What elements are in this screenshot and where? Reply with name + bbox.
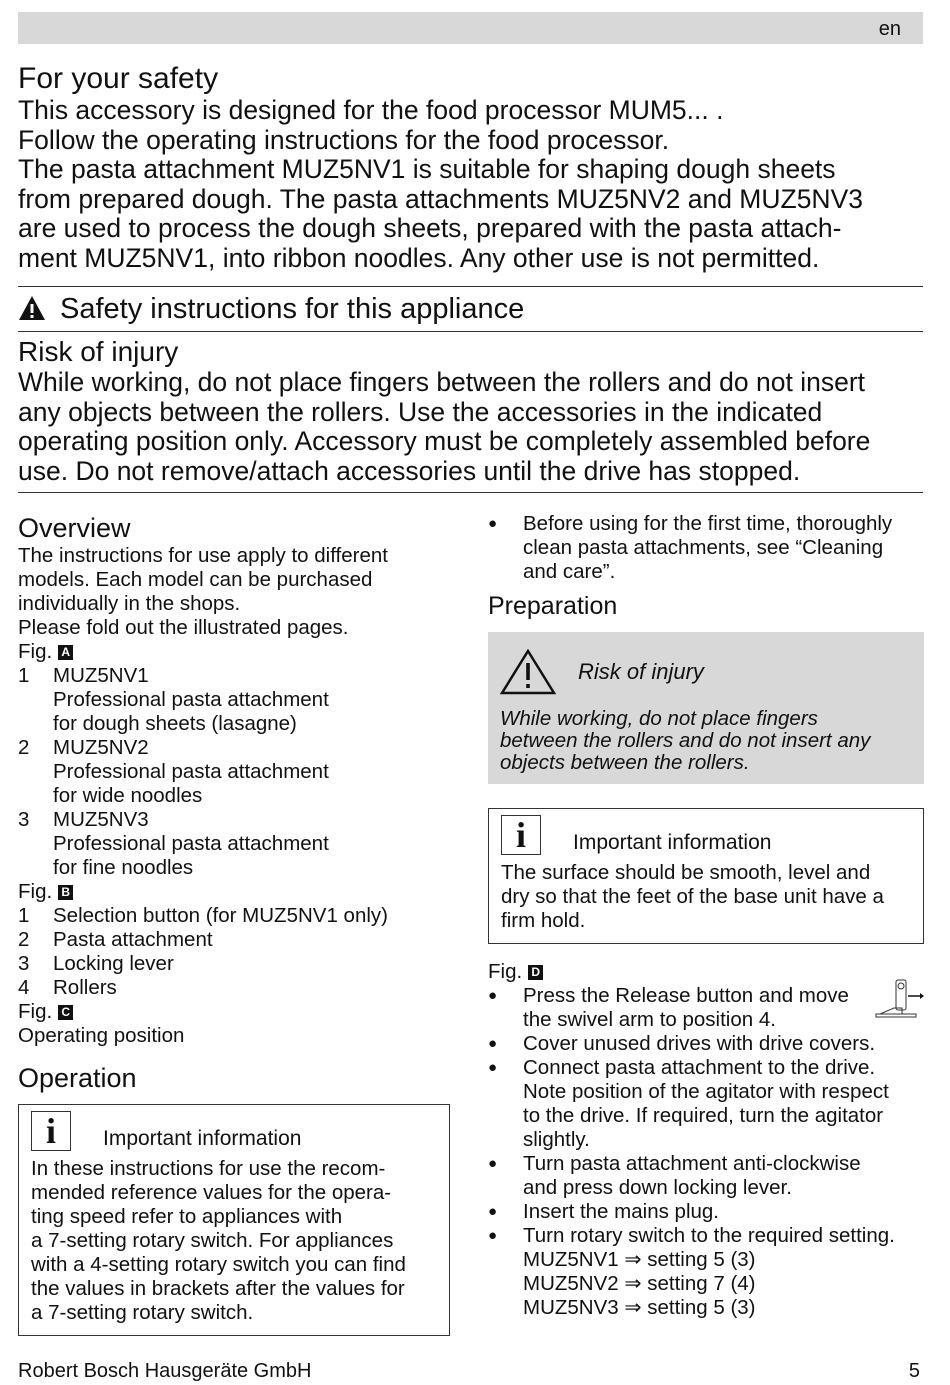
list-item xyxy=(18,976,450,1000)
info-line: ting speed refer to appliances with xyxy=(31,1205,343,1228)
bullet-item: ● Press the Release button and move the swivel arm to position 4. xyxy=(488,984,849,1031)
model-desc: for fine noodles xyxy=(53,856,194,879)
list-item xyxy=(18,952,450,976)
info-line: In these instructions for use the recom- xyxy=(31,1157,386,1180)
divider xyxy=(18,492,923,493)
list-item xyxy=(18,808,450,880)
bullet-text: Turn pasta attachment anti-clockwise xyxy=(523,1152,861,1175)
item-number: 1 xyxy=(18,904,30,927)
fig-badge: A xyxy=(58,645,73,660)
warning-title: Risk of injury xyxy=(578,659,704,684)
language-bar xyxy=(18,12,923,44)
important-info-box xyxy=(18,1104,450,1336)
bullet-text: and care”. xyxy=(523,560,616,583)
risk-line: use. Do not remove/attach accessories until the drive has stopped. xyxy=(18,455,801,486)
setting-line: MUZ5NV1 ⇒ setting 5 (3) xyxy=(523,1248,756,1271)
divider xyxy=(18,331,923,332)
list-item xyxy=(18,928,450,952)
bullet-text: Press the Release button and move xyxy=(523,984,849,1007)
bullet-text: slightly. xyxy=(523,1128,590,1151)
info-line: the values in brackets after the values for xyxy=(31,1277,405,1300)
preparation-title: Preparation xyxy=(488,592,618,620)
operating-position: Operating position xyxy=(18,1024,185,1047)
info-line: a 7-setting rotary switch. xyxy=(31,1301,254,1324)
divider xyxy=(18,286,923,287)
safety-instructions-title: Safety instructions for this appliance xyxy=(60,293,525,325)
fig-badge: B xyxy=(58,885,73,900)
warning-line: While working, do not place fingers xyxy=(500,707,818,730)
info-line: a 7-setting rotary switch. For appliances xyxy=(31,1229,394,1252)
fig-label-text: Fig. xyxy=(18,1000,53,1023)
fig-a-label xyxy=(18,640,450,664)
risk-line: any objects between the rollers. Use the accessories in the indicated xyxy=(18,396,823,427)
bullet-text: Before using for the first time, thoroughly xyxy=(523,512,893,535)
bullet-item: ● Turn pasta attachment anti-clockwise and press down locking lever. xyxy=(488,1152,861,1199)
part-name: Locking lever xyxy=(53,952,174,975)
model-desc: for wide noodles xyxy=(53,784,203,807)
bullet-item: ● Cover unused drives with drive covers. xyxy=(488,1032,924,1056)
model-desc: for dough sheets (lasagne) xyxy=(53,712,297,735)
safety-line: The pasta attachment MUZ5NV1 is suitable for shaping dough sheets xyxy=(18,154,836,184)
item-number: 1 xyxy=(18,664,30,687)
fig-label-text: Fig. xyxy=(18,640,53,663)
fig-d-label xyxy=(488,960,924,984)
list-item xyxy=(18,904,450,928)
model-desc: Professional pasta attachment xyxy=(53,688,329,711)
overview-intro: individually in the shops. xyxy=(18,592,241,615)
safety-line: Follow the operating instructions for the food processor. xyxy=(18,124,670,155)
operation-title: Operation xyxy=(18,1063,137,1093)
safety-line: from prepared dough. The pasta attachments MUZ5NV2 and MUZ5NV3 xyxy=(18,183,863,214)
right-column xyxy=(488,512,924,1320)
bullet-text: Connect pasta attachment to the drive. xyxy=(523,1056,876,1079)
warning-line: between the rollers and do not insert any xyxy=(500,729,871,752)
model-desc: Professional pasta attachment xyxy=(53,760,329,783)
model-name: MUZ5NV3 xyxy=(53,808,149,831)
part-name: Selection button (for MUZ5NV1 only) xyxy=(53,904,388,927)
list-item xyxy=(18,664,450,736)
warning-box xyxy=(488,632,924,784)
info-line: mended reference values for the opera- xyxy=(31,1181,392,1204)
warning-line: objects between the rollers. xyxy=(500,751,750,774)
language-label: en xyxy=(878,18,901,40)
info-line: The surface should be smooth, level and xyxy=(501,861,871,884)
info-icon: i xyxy=(31,1111,71,1151)
setting-line: MUZ5NV3 ⇒ setting 5 (3) xyxy=(523,1296,756,1319)
info-line: with a 4-setting rotary switch you can find xyxy=(31,1253,406,1276)
safety-section xyxy=(18,62,923,273)
model-name: MUZ5NV1 xyxy=(53,664,149,687)
fig-label-text: Fig. xyxy=(18,880,53,903)
bullet-text: the swivel arm to position 4. xyxy=(523,1008,776,1031)
risk-section xyxy=(18,336,923,486)
safety-instructions-heading xyxy=(18,292,524,326)
risk-line: operating position only. Accessory must be completely assembled before xyxy=(18,426,871,456)
info-icon: i xyxy=(501,815,541,855)
list-item xyxy=(18,736,450,808)
risk-line: While working, do not place fingers between the rollers and do not insert xyxy=(18,367,866,397)
part-name: Pasta attachment xyxy=(53,928,213,951)
safety-line: are used to process the dough sheets, prepared with the pasta attach- xyxy=(18,213,842,243)
footer-company: Robert Bosch Hausgeräte GmbH xyxy=(18,1360,312,1382)
fig-c-label xyxy=(18,1000,450,1024)
page-number: 5 xyxy=(908,1360,920,1382)
info-line: firm hold. xyxy=(501,909,586,932)
bullet-item: ● Insert the mains plug. xyxy=(488,1200,924,1224)
fig-badge: D xyxy=(528,965,543,980)
overview-intro: models. Each model can be purchased xyxy=(18,568,373,591)
bullet-text: to the drive. If required, turn the agitator xyxy=(523,1104,884,1127)
item-number: 3 xyxy=(18,808,30,831)
safety-title: For your safety xyxy=(18,62,219,95)
overview-intro: The instructions for use apply to different xyxy=(18,544,388,567)
swivel-arm-illustration xyxy=(872,972,924,1020)
important-info-box xyxy=(488,808,924,944)
warning-icon xyxy=(500,649,556,695)
safety-line: ment MUZ5NV1, into ribbon noodles. Any other use is not permitted. xyxy=(18,242,820,273)
fold-out-note: Please fold out the illustrated pages. xyxy=(18,616,349,639)
bullet-item: ● Before using for the first time, thoroughly clean pasta attachments, see “Cleaning and care”. xyxy=(488,512,893,583)
part-name: Rollers xyxy=(53,976,117,999)
info-title: Important information xyxy=(103,1127,302,1150)
warning-icon xyxy=(18,295,46,321)
info-title: Important information xyxy=(573,831,772,854)
item-number: 2 xyxy=(18,736,30,759)
bullet-text: Insert the mains plug. xyxy=(523,1200,719,1223)
risk-title: Risk of injury xyxy=(18,336,179,367)
left-column xyxy=(18,512,450,1336)
bullet-text: clean pasta attachments, see “Cleaning xyxy=(523,536,884,559)
overview-title: Overview xyxy=(18,513,131,543)
item-number: 4 xyxy=(18,976,30,999)
bullet-text: Cover unused drives with drive covers. xyxy=(523,1032,876,1055)
item-number: 3 xyxy=(18,952,30,975)
info-line: dry so that the feet of the base unit have a xyxy=(501,885,884,908)
bullet-text: Turn rotary switch to the required setting. xyxy=(523,1224,895,1247)
fig-label-text: Fig. xyxy=(488,960,523,983)
item-number: 2 xyxy=(18,928,30,951)
fig-b-label xyxy=(18,880,450,904)
bullet-item: ● Turn rotary switch to the required setting. MUZ5NV1 ⇒ setting 5 (3) MUZ5NV2 ⇒ setting 7 (4) MUZ5NV3 ⇒ setting 5 (3) xyxy=(488,1224,895,1319)
bullet-item: ● Connect pasta attachment to the drive. Note position of the agitator with respect to the drive. If required, turn the agitator slightly. xyxy=(488,1056,889,1151)
safety-line: This accessory is designed for the food processor MUM5... . xyxy=(18,95,724,125)
fig-badge: C xyxy=(58,1005,73,1020)
model-desc: Professional pasta attachment xyxy=(53,832,329,855)
model-name: MUZ5NV2 xyxy=(53,736,149,759)
setting-line: MUZ5NV2 ⇒ setting 7 (4) xyxy=(523,1272,756,1295)
bullet-text: and press down locking lever. xyxy=(523,1176,792,1199)
bullet-text: Note position of the agitator with respect xyxy=(523,1080,889,1103)
